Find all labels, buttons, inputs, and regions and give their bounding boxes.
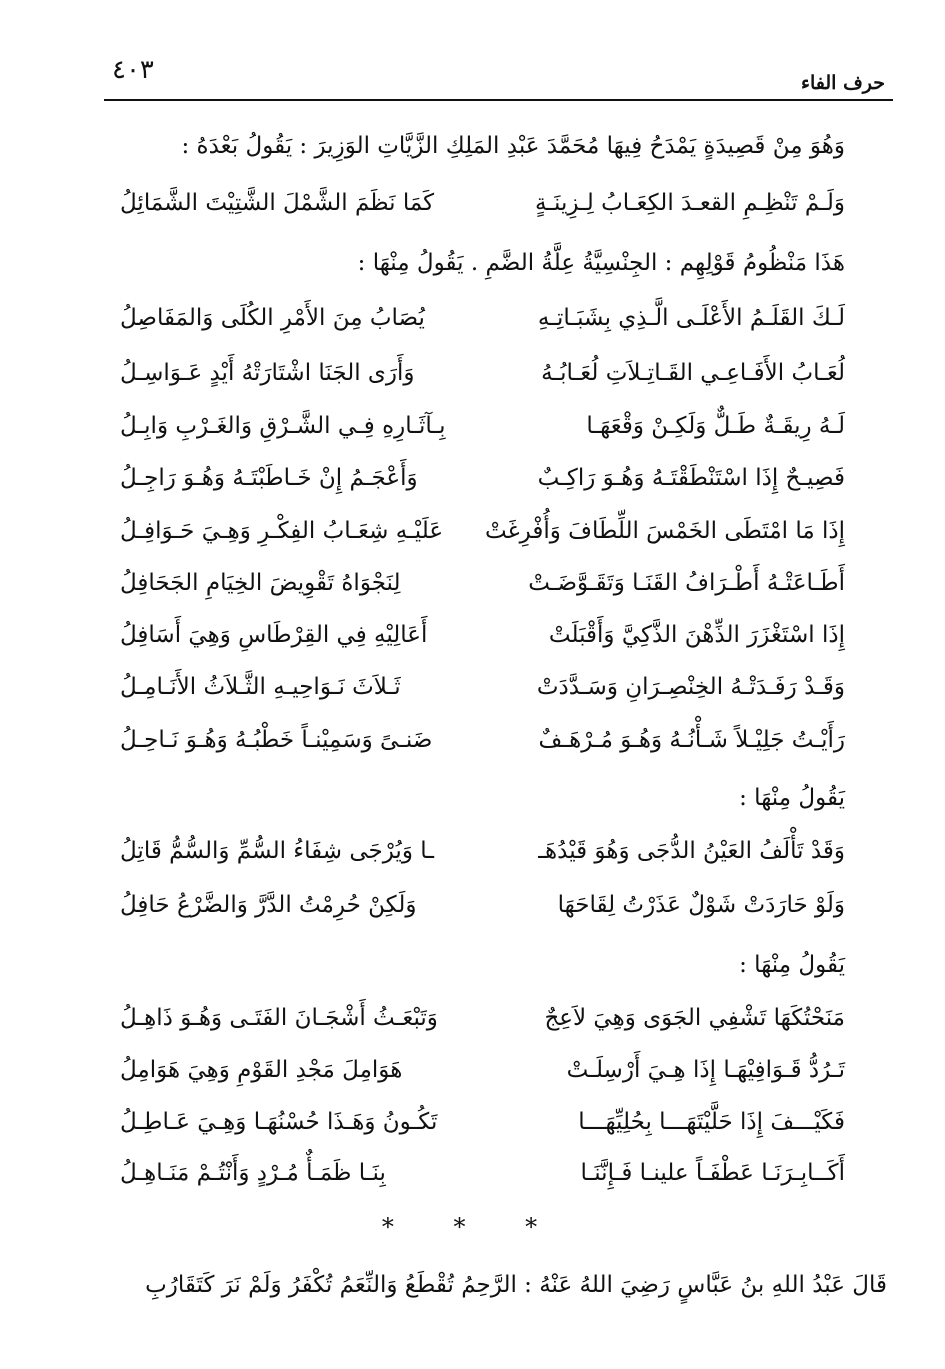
page-number: ٤٠٣ (112, 55, 154, 85)
verse (120, 190, 845, 226)
section-divider: * * * (381, 1213, 564, 1241)
verse-first-hemistich: لَـكَ القَلَـمُ الأَعْلَـى الَّـذِي بِشَبَـاتِـهِ (537, 305, 845, 331)
verse (120, 1109, 845, 1145)
verse-first-hemistich: تَـرُدُّ قَـوَافِيْهَـا إِذَا هِـيَ أَرْسِلَـتْ (566, 1057, 845, 1083)
verse (120, 570, 845, 606)
verse (120, 413, 845, 449)
opening-line: وَهُوَ مِنْ قَصِيدَةٍ يَمْدَحُ فِيهَا مُحَمَّدَ عَبْدِ المَلِكِ الزَّيَّاتِ الوَزِيرَ : يَقُولُ بَعْدَهُ : (181, 133, 845, 159)
verse-second-hemistich: بِنَـا ظَمَـأٌ مُـرْدٍ وَأَنْتُـمْ مَنَـاهِـلُ (120, 1160, 386, 1186)
verse (120, 465, 845, 501)
verse-second-hemistich: يُصَابُ مِنَ الأَمْرِ الكُلَى وَالمَفَاصِلُ (120, 305, 425, 331)
verse (120, 838, 845, 874)
verse-first-hemistich: أَكَــابِـرَنَـا عَطْفَـاً علينـا فَـإِنَّنَـا (580, 1160, 845, 1186)
verse-first-hemistich: وَقَـدْ رَفَـدَتْـهُ الخِنْصِـرَانِ وَسَـدَّدَتْ (536, 674, 845, 700)
verse-first-hemistich: رَأَيْـتُ جَلِيْـلاً شَـأْنُـهُ وَهُـوَ مُـرْهَـفٌ (538, 727, 845, 753)
verse-second-hemistich: بِـآثَـارِهِ فِـي الشَّـرْقِ وَالغَـرْبِ وَابِـلُ (120, 413, 446, 439)
verse-first-hemistich: وَلَوْ حَارَدَتْ شَوْلٌ عَذَرْتُ لِقَاحَهَا (557, 892, 845, 918)
verse (120, 892, 845, 928)
verse-second-hemistich: هَوَامِلَ مَجْدِ القَوْمِ وَهِيَ هَوَامِلُ (120, 1057, 403, 1083)
verse-first-hemistich: إِذَا مَا امْتَطَى الخَمْسَ اللِّطَافَ وَأُفْرِغَتْ (485, 518, 845, 544)
verse-first-hemistich: لَـهُ رِيقَـةٌ طَـلٌّ وَلَكِـنْ وَقْعَهَـا (586, 413, 845, 439)
closing-line: قَالَ عَبْدُ اللهِ بنُ عَبَّاسٍ رَضِيَ اللهُ عَنْهُ : الرَّحِمُ تُقْطَعُ وَالنِّعَمُ تُكْفَرُ وَلَمْ نَرَ كَتَقَارُبِ (145, 1272, 887, 1298)
verse-second-hemistich: تَكُـونُ وَهَـذَا حُسْنُهَـا وَهِـيَ عَـاطِـلُ (120, 1109, 438, 1135)
verse-second-hemistich: وَتَبْعَـثُ أَشْجَـانَ الفَتَـى وَهُـوَ ذَاهِـلُ (120, 1005, 438, 1031)
verse-first-hemistich: أَطَـاعَتْـهُ أَطْـرَافُ القَنَـا وَتَقَـوَّضَـتْ (528, 570, 845, 596)
verse (120, 1160, 845, 1196)
verse-second-hemistich: وَلَكِنْ حُرِمْتُ الدَّرَّ وَالضَّرْعُ حَافِلُ (120, 892, 417, 918)
verse-first-hemistich: إِذَا اسْتَغْزَرَ الذِّهْنَ الذَّكِيَّ وَأَقْبَلَتْ (548, 622, 845, 648)
verse (120, 305, 845, 341)
verse (120, 360, 845, 396)
verse (120, 622, 845, 658)
header-rule (104, 99, 893, 101)
verse (120, 674, 845, 710)
verse-second-hemistich: وَأَعْجَـمُ إِنْ خَـاطَبْتَـهُ وَهُـوَ رَاجِـلُ (120, 465, 418, 491)
verse-second-hemistich: كَمَا نَظَمَ الشَّمْلَ الشَّتِيْتَ الشَّمَائِلُ (120, 190, 435, 216)
running-head: حرف الفاء (801, 72, 885, 94)
verse-second-hemistich: ثَـلاَثَ نَـوَاحِيـهِ الثَّـلاَثُ الأَنَـامِـلُ (120, 674, 401, 700)
section-intro: يَقُولُ مِنْهَا : (739, 952, 845, 978)
verse-first-hemistich: وَلَـمْ تَنْظِـمِ القعـدَ الكِعَـابُ لِـزِينَـةٍ (534, 190, 845, 216)
verse-first-hemistich: فَكَيْـــفَ إِذَا حَلَّيْتَهَـــا بِحُلِيِّهَـــا (578, 1109, 845, 1135)
verse-second-hemistich: عَلَيْـهِ شِعَـابُ الفِكْـرِ وَهِـيَ حَـوَافِـلُ (120, 518, 444, 544)
verse-second-hemistich: أَعَالِيْهِ فِي القِرْطَاسِ وَهِيَ أَسَافِلُ (120, 622, 428, 648)
verse-second-hemistich: ضَنـىً وَسَمِيْنـاً خَطْبُـهُ وَهُـوَ نَـاحِـلُ (120, 727, 433, 753)
verse-second-hemistich: ـا وَيُرْجَى شِفَاءُ السُّمِّ وَالسُّمُّ قَاتِلُ (120, 838, 434, 864)
middle-line: هَذَا مَنْظُومُ قَوْلِهِم : الجِنْسِيَّةُ عِلَّةُ الضَّمِ . يَقُولُ مِنْهَا : (357, 250, 845, 276)
verse-first-hemistich: لُعَـابُ الأَفَـاعِـي القَـاتِـلاَتِ لُعَـابُـهُ (541, 360, 845, 386)
verse-first-hemistich: فَصِيـحٌ إِذَا اسْتَنْطَقْتَـهُ وَهُـوَ رَاكِـبٌ (537, 465, 845, 491)
verse (120, 518, 845, 554)
verse (120, 1057, 845, 1093)
section-intro: يَقُولُ مِنْهَا : (739, 785, 845, 811)
verse-first-hemistich: وَقَدْ تَأْلَفُ العَيْنُ الدُّجَى وَهُوَ قَيْدُهَـ (538, 838, 845, 864)
verse (120, 727, 845, 763)
verse-second-hemistich: وَأَرَى الجَنَا اشْتَارَتْهُ أَيْدٍ عَـوَاسِـلُ (120, 360, 415, 386)
verse-first-hemistich: مَنَحْتُكَهَا تَشْفِي الجَوَى وَهِيَ لاَعِجٌ (544, 1005, 845, 1031)
verse-second-hemistich: لِنَجْوَاهُ تَقْوِيضَ الخِيَامِ الجَحَافِلُ (120, 570, 401, 596)
verse (120, 1005, 845, 1041)
